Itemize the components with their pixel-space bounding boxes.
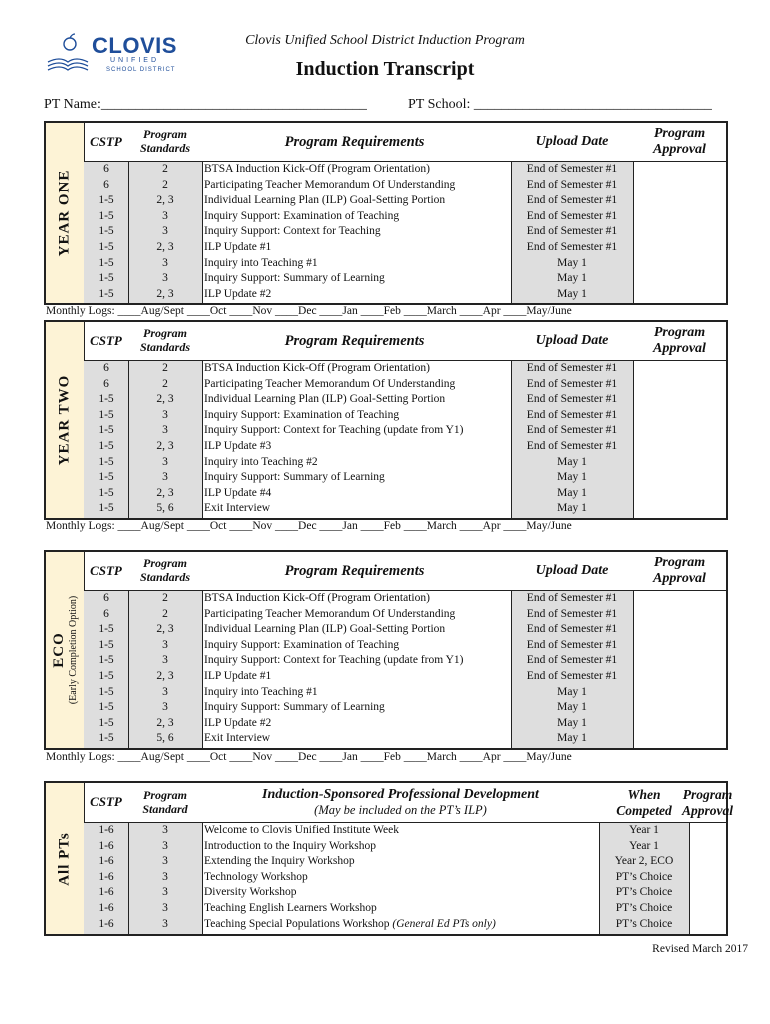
standard-cell: 3 — [162, 870, 168, 883]
table-row — [84, 240, 726, 256]
year-two-monthly-logs[interactable]: Monthly Logs: ____Aug/Sept ____Oct ____Nov ____Dec ____Jan ____Feb ____March ____Apr ____May/June — [46, 520, 572, 532]
requirement-cell: Inquiry Support: Examination of Teaching — [204, 638, 400, 651]
upload-date-cell: End of Semester #1 — [526, 607, 618, 620]
year-one-rows — [84, 162, 726, 303]
requirement-cell: Individual Learning Plan (ILP) Goal-Setting Portion — [204, 393, 446, 406]
completed-cell: PT’s Choice — [615, 870, 673, 883]
table-row — [84, 271, 726, 287]
standard-cell: 2 — [162, 607, 168, 620]
table-row — [84, 622, 726, 638]
standard-cell: 5, 6 — [156, 732, 174, 745]
cstp-cell: 6 — [103, 362, 109, 374]
requirement-cell: Inquiry Support: Examination of Teaching — [204, 408, 400, 421]
requirement-cell: Technology Workshop — [204, 870, 308, 883]
year-two-side — [46, 322, 85, 518]
standard-cell: 2, 3 — [156, 623, 174, 636]
requirement-cell: ILP Update #2 — [204, 287, 272, 300]
col-approval: Program Approval — [653, 554, 706, 586]
standard-cell: 2 — [162, 163, 168, 175]
requirement-cell: ILP Update #1 — [204, 670, 272, 682]
upload-date-cell: End of Semester #1 — [526, 408, 618, 421]
all-pts-section — [44, 781, 734, 936]
requirement-cell: Exit Interview — [204, 732, 271, 745]
standard-cell: 2, 3 — [156, 440, 174, 452]
eco-header — [84, 552, 726, 591]
col-completed: When Competed — [616, 786, 672, 818]
table-row — [84, 287, 726, 303]
upload-date-cell: End of Semester #1 — [526, 654, 618, 667]
cstp-cell: 1-5 — [98, 272, 114, 285]
requirement-cell: Participating Teacher Memorandum Of Understanding — [204, 607, 456, 620]
upload-date-cell: May 1 — [557, 486, 587, 499]
year-two-header — [84, 322, 726, 361]
standard-cell: 2, 3 — [156, 670, 174, 682]
cstp-cell: 1-6 — [98, 886, 114, 899]
upload-date-cell: End of Semester #1 — [526, 393, 618, 406]
table-row — [84, 162, 726, 178]
col-requirements: Program Requirements — [284, 332, 425, 349]
upload-date-cell: End of Semester #1 — [526, 362, 618, 374]
cstp-cell: 1-6 — [98, 824, 114, 836]
page-title: Induction Transcript — [295, 58, 475, 80]
standard-cell: 2, 3 — [156, 241, 174, 253]
cstp-cell: 1-5 — [98, 685, 114, 698]
cstp-cell: 1-5 — [98, 471, 114, 484]
cstp-cell: 1-5 — [98, 623, 114, 636]
upload-date-cell: May 1 — [557, 732, 587, 745]
table-row — [84, 716, 726, 732]
cstp-cell: 1-5 — [98, 502, 114, 515]
upload-date-cell: End of Semester #1 — [526, 225, 618, 238]
cstp-cell: 1-5 — [98, 701, 114, 714]
requirement-cell: Individual Learning Plan (ILP) Goal-Setting Portion — [204, 623, 446, 636]
col-standards: Program Standards — [139, 556, 191, 584]
standard-cell: 3 — [162, 256, 168, 269]
requirement-cell: Inquiry into Teaching #2 — [204, 455, 318, 468]
col-standard: Program Standard — [142, 787, 188, 816]
requirement-cell: Teaching English Learners Workshop — [204, 902, 377, 914]
col-cstp: CSTP — [90, 133, 122, 149]
table-row — [84, 823, 726, 839]
upload-date-cell: End of Semester #1 — [526, 178, 618, 191]
cstp-cell: 1-5 — [98, 209, 114, 222]
standard-cell: 3 — [162, 886, 168, 899]
pt-name-field[interactable]: PT Name:______________________________________ — [44, 97, 367, 112]
year-two-section — [44, 320, 728, 520]
table-row — [84, 653, 726, 669]
col-upload: Upload Date — [535, 133, 609, 149]
cstp-cell: 1-5 — [98, 732, 114, 745]
requirement-cell: Welcome to Clovis Unified Institute Week — [204, 824, 399, 836]
cstp-cell: 1-6 — [98, 855, 114, 868]
table-row — [84, 178, 726, 194]
requirement-cell: BTSA Induction Kick-Off (Program Orientation) — [204, 362, 430, 374]
cstp-cell: 1-6 — [98, 839, 114, 852]
program-name: Clovis Unified School District Induction Program — [245, 33, 525, 48]
requirement-cell: BTSA Induction Kick-Off (Program Orientation) — [204, 592, 430, 604]
standard-cell: 5, 6 — [156, 502, 174, 515]
standard-cell: 2 — [162, 592, 168, 604]
completed-cell: PT’s Choice — [615, 917, 673, 930]
upload-date-cell: May 1 — [557, 256, 587, 269]
cstp-cell: 1-6 — [98, 870, 114, 883]
standard-cell: 2 — [162, 362, 168, 374]
requirement-cell: Individual Learning Plan (ILP) Goal-Setting Portion — [204, 194, 446, 207]
table-row — [84, 854, 726, 870]
table-row — [84, 638, 726, 654]
requirement-cell: ILP Update #4 — [204, 486, 272, 499]
cstp-cell: 6 — [103, 178, 109, 191]
standard-cell: 2 — [162, 377, 168, 390]
table-row — [84, 607, 726, 623]
all-pts-side — [46, 783, 85, 934]
upload-date-cell: May 1 — [557, 701, 587, 714]
requirement-cell: Participating Teacher Memorandum Of Understanding — [204, 377, 456, 390]
all-pts-header — [84, 783, 734, 823]
standard-cell: 3 — [162, 917, 168, 930]
cstp-cell: 1-5 — [98, 287, 114, 300]
eco-sublabel: (Early Completion Option) — [68, 595, 79, 705]
table-row — [84, 700, 726, 716]
upload-date-cell: End of Semester #1 — [526, 163, 618, 175]
year-one-header — [84, 123, 726, 162]
completed-cell: Year 1 — [629, 839, 659, 852]
standard-cell: 3 — [162, 272, 168, 285]
standard-cell: 3 — [162, 408, 168, 421]
table-row — [84, 501, 726, 517]
cstp-cell: 1-6 — [98, 902, 114, 914]
col-standards: Program Standards — [139, 127, 191, 155]
cstp-cell: 6 — [103, 607, 109, 620]
requirement-cell: Inquiry Support: Summary of Learning — [204, 471, 385, 484]
cstp-cell: 1-5 — [98, 670, 114, 682]
standard-cell: 3 — [162, 855, 168, 868]
standard-cell: 3 — [162, 839, 168, 852]
cstp-cell: 1-5 — [98, 455, 114, 468]
col-requirements: Program Requirements — [284, 133, 425, 150]
col-cstp: CSTP — [90, 562, 122, 578]
standard-cell: 3 — [162, 471, 168, 484]
requirement-cell: Inquiry Support: Summary of Learning — [204, 701, 385, 714]
cstp-cell: 1-5 — [98, 393, 114, 406]
cstp-cell: 1-5 — [98, 638, 114, 651]
table-row — [84, 731, 726, 747]
standard-cell: 3 — [162, 209, 168, 222]
year-one-section — [44, 121, 728, 305]
eco-label-text: ECO — [51, 632, 67, 668]
col-approval: Program Approval — [653, 125, 706, 157]
table-row — [84, 439, 726, 455]
table-row — [84, 901, 726, 917]
table-row — [84, 455, 726, 471]
completed-cell: Year 1 — [629, 824, 659, 836]
requirement-cell: Extending the Inquiry Workshop — [204, 855, 355, 868]
completed-cell: PT’s Choice — [615, 902, 673, 914]
table-row — [84, 193, 726, 209]
upload-date-cell: End of Semester #1 — [526, 592, 618, 604]
upload-date-cell: May 1 — [557, 502, 587, 515]
col-cstp: CSTP — [90, 794, 122, 810]
requirement-cell: Exit Interview — [204, 502, 271, 515]
cstp-cell: 1-5 — [98, 424, 114, 437]
standard-cell: 3 — [162, 685, 168, 698]
upload-date-cell: End of Semester #1 — [526, 424, 618, 437]
table-row — [84, 256, 726, 272]
table-row — [84, 224, 726, 240]
upload-date-cell: May 1 — [557, 471, 587, 484]
requirement-cell: Inquiry Support: Context for Teaching — [204, 225, 381, 238]
standard-cell: 3 — [162, 455, 168, 468]
table-row — [84, 685, 726, 701]
logo-line2: SCHOOL DISTRICT — [106, 67, 176, 73]
standard-cell: 2, 3 — [156, 716, 174, 729]
requirement-cell: ILP Update #2 — [204, 716, 272, 729]
col-upload: Upload Date — [535, 562, 609, 578]
year-one-monthly-logs[interactable]: Monthly Logs: ____Aug/Sept ____Oct ____Nov ____Dec ____Jan ____Feb ____March ____Apr ____May/June — [46, 305, 572, 317]
table-row — [84, 377, 726, 393]
cstp-cell: 6 — [103, 592, 109, 604]
requirement-note: (General Ed PTs only) — [392, 917, 496, 930]
requirement-cell: Participating Teacher Memorandum Of Understanding — [204, 178, 456, 191]
requirement-cell: Inquiry into Teaching #1 — [204, 256, 318, 269]
eco-monthly-logs[interactable]: Monthly Logs: ____Aug/Sept ____Oct ____Nov ____Dec ____Jan ____Feb ____March ____Apr ____May/June — [46, 751, 572, 763]
upload-date-cell: May 1 — [557, 455, 587, 468]
upload-date-cell: End of Semester #1 — [526, 241, 618, 253]
eco-label — [51, 596, 79, 704]
cstp-cell: 1-5 — [98, 486, 114, 499]
revised-date: Revised March 2017 — [652, 943, 748, 955]
pd-subtitle: (May be included on the PT’s ILP) — [314, 803, 487, 818]
upload-date-cell: May 1 — [557, 716, 587, 729]
col-standards: Program Standards — [139, 326, 191, 354]
all-pts-rows — [84, 823, 726, 934]
cstp-cell: 1-5 — [98, 241, 114, 253]
cstp-cell: 1-5 — [98, 225, 114, 238]
requirement-cell: Teaching Special Populations Workshop (General Ed PTs only) — [204, 917, 496, 930]
table-row — [84, 917, 726, 933]
completed-cell: PT’s Choice — [615, 886, 673, 899]
logo-line1: UNIFIED — [110, 57, 159, 64]
cstp-cell: 1-5 — [98, 194, 114, 207]
standard-cell: 3 — [162, 824, 168, 836]
eco-side — [46, 552, 85, 748]
standard-cell: 2, 3 — [156, 486, 174, 499]
table-row — [84, 392, 726, 408]
col-pd — [202, 783, 599, 822]
upload-date-cell: End of Semester #1 — [526, 377, 618, 390]
table-row — [84, 361, 726, 377]
upload-date-cell: End of Semester #1 — [526, 623, 618, 636]
col-upload: Upload Date — [535, 332, 609, 348]
standard-cell: 2, 3 — [156, 287, 174, 300]
standard-cell: 3 — [162, 638, 168, 651]
cstp-cell: 6 — [103, 163, 109, 175]
upload-date-cell: May 1 — [557, 685, 587, 698]
upload-date-cell: May 1 — [557, 272, 587, 285]
upload-date-cell: End of Semester #1 — [526, 209, 618, 222]
requirement-cell: Inquiry Support: Context for Teaching (update from Y1) — [204, 654, 464, 667]
requirement-cell: Inquiry Support: Examination of Teaching — [204, 209, 400, 222]
cstp-cell: 1-5 — [98, 408, 114, 421]
table-row — [84, 486, 726, 502]
pt-school-field[interactable]: PT School: __________________________________ — [408, 97, 712, 112]
upload-date-cell: End of Semester #1 — [526, 670, 618, 682]
completed-cell: Year 2, ECO — [614, 855, 674, 868]
standard-cell: 3 — [162, 654, 168, 667]
table-row — [84, 209, 726, 225]
requirement-cell: Inquiry into Teaching #1 — [204, 685, 318, 698]
table-row — [84, 885, 726, 901]
table-row — [84, 470, 726, 486]
cstp-cell: 1-6 — [98, 917, 114, 930]
standard-cell: 2, 3 — [156, 194, 174, 207]
upload-date-cell: May 1 — [557, 287, 587, 300]
standard-cell: 3 — [162, 424, 168, 437]
cstp-cell: 1-5 — [98, 440, 114, 452]
col-approval: Program Approval — [682, 786, 734, 818]
table-row — [84, 669, 726, 685]
requirement-cell: Introduction to the Inquiry Workshop — [204, 839, 376, 852]
col-cstp: CSTP — [90, 332, 122, 348]
cstp-cell: 1-5 — [98, 256, 114, 269]
standard-cell: 2 — [162, 178, 168, 191]
eco-section — [44, 550, 728, 750]
requirement-cell: ILP Update #3 — [204, 440, 272, 452]
standard-cell: 3 — [162, 225, 168, 238]
cstp-cell: 1-5 — [98, 716, 114, 729]
table-row — [84, 591, 726, 607]
year-two-rows — [84, 361, 726, 518]
pd-title: Induction-Sponsored Professional Development — [262, 787, 539, 803]
year-one-label: YEAR ONE — [56, 169, 73, 257]
cstp-cell: 6 — [103, 377, 109, 390]
year-one-side — [46, 123, 85, 303]
logo-name: CLOVIS — [92, 33, 177, 58]
eco-rows — [84, 591, 726, 748]
col-approval: Program Approval — [653, 324, 706, 356]
all-pts-label: All PTs — [56, 831, 73, 886]
requirement-cell: Diversity Workshop — [204, 886, 297, 899]
standard-cell: 3 — [162, 902, 168, 914]
table-row — [84, 408, 726, 424]
standard-cell: 3 — [162, 701, 168, 714]
col-requirements: Program Requirements — [284, 562, 425, 579]
requirement-cell: Inquiry Support: Summary of Learning — [204, 272, 385, 285]
standard-cell: 2, 3 — [156, 393, 174, 406]
requirement-cell: BTSA Induction Kick-Off (Program Orientation) — [204, 163, 430, 175]
table-row — [84, 839, 726, 855]
year-two-label: YEAR TWO — [56, 374, 73, 466]
upload-date-cell: End of Semester #1 — [526, 638, 618, 651]
table-row — [84, 423, 726, 439]
upload-date-cell: End of Semester #1 — [526, 440, 618, 452]
requirement-cell: ILP Update #1 — [204, 241, 272, 253]
requirement-cell: Inquiry Support: Context for Teaching (update from Y1) — [204, 424, 464, 437]
table-row — [84, 870, 726, 886]
upload-date-cell: End of Semester #1 — [526, 194, 618, 207]
cstp-cell: 1-5 — [98, 654, 114, 667]
